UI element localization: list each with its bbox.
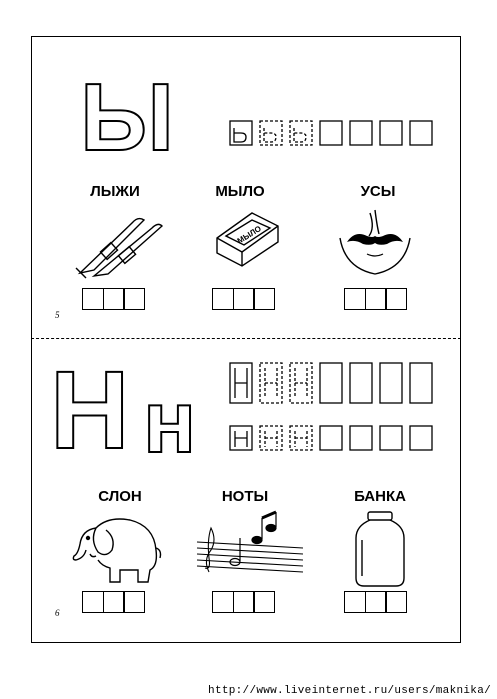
big-letter-n-lower: н: [143, 372, 197, 471]
tracing-row-n-lower: [229, 425, 441, 451]
answer-boxes-mustache[interactable]: [344, 288, 406, 310]
skis-icon: [72, 208, 167, 278]
source-url[interactable]: http://www.liveinternet.ru/users/maknika/: [208, 685, 491, 697]
page-number-6: 6: [55, 608, 60, 618]
answer-boxes-elephant[interactable]: [82, 591, 144, 613]
answer-boxes-notes[interactable]: [212, 591, 274, 613]
answer-boxes-jar[interactable]: [344, 591, 406, 613]
elephant-icon: [68, 510, 163, 585]
music-notes-icon: [195, 510, 305, 575]
word-jar: БАНКА: [354, 488, 406, 505]
jar-icon: [350, 508, 410, 588]
answer-boxes-skis[interactable]: [82, 288, 144, 310]
soap-label: МЫЛО: [235, 224, 263, 246]
page-number-5: 5: [55, 310, 60, 320]
mustache-icon: [335, 208, 415, 278]
big-letter-y: Ы: [80, 64, 174, 171]
tracing-row-y: [229, 120, 441, 146]
word-notes: НОТЫ: [221, 488, 269, 505]
word-soap: МЫЛО: [215, 183, 265, 200]
word-skis: ЛЫЖИ: [90, 183, 140, 200]
big-letter-n-upper: Н: [50, 349, 130, 472]
word-mustache: УСЫ: [360, 183, 396, 200]
tracing-row-n-upper: [229, 362, 441, 404]
answer-boxes-soap[interactable]: [212, 288, 274, 310]
soap-icon: [212, 208, 282, 268]
word-elephant: СЛОН: [98, 488, 142, 505]
cut-line: [31, 338, 461, 339]
